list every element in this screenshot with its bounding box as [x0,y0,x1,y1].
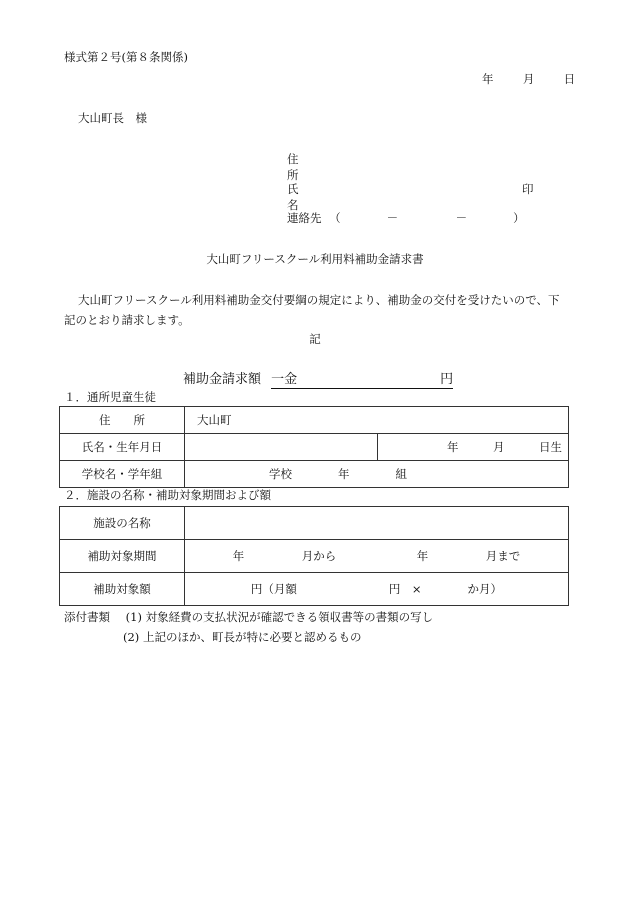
form-number: 様式第２号(第８条関係) [64,50,188,64]
date-month: 月 [522,72,535,86]
amount-line [183,368,453,389]
row-label: 住 所 [60,407,185,434]
row-label: 学校名・学年組 [60,461,185,488]
contact-label: 連絡先 [287,211,322,225]
school-value: 学校 年 組 [185,461,569,488]
date-year: 年 [482,72,494,86]
facility-name-value [185,507,569,540]
table-row [60,407,569,434]
seal-mark: 印 [522,182,534,196]
date-line [482,71,575,87]
subsidy-amount-value: 円（月額 円 × か月） [185,573,569,606]
table-row [60,507,569,540]
addressee: 大山町長 様 [78,111,147,125]
attachments-label: 添付書類 [64,610,110,624]
document-title: 大山町フリースクール利用料補助金請求書 [206,252,424,266]
address-value: 大山町 [197,413,232,427]
name-label: 氏 名 [287,182,310,212]
body-text: 大山町フリースクール利用料補助金交付要綱の規定により、補助金の交付を受けたいので、下記のとおり請求します。 [64,293,560,327]
row-label: 補助対象額 [60,573,185,606]
table-row [60,434,569,461]
attachment-item: (1) 対象経費の支払状況が確認できる領収書等の書類の写し [125,610,434,624]
dob-value: 年 月 日生 [378,434,569,461]
facility-table [59,506,569,606]
section1-heading: １．通所児童生徒 [64,390,156,404]
address-label: 住 所 [287,152,310,182]
table-row [60,573,569,606]
ki-mark: 記 [309,332,321,346]
section2-heading: ２．施設の名称・補助対象期間および額 [64,488,271,502]
row-value [185,407,569,434]
date-day: 日 [563,72,576,86]
row-label: 施設の名称 [60,507,185,540]
student-table [59,406,569,488]
amount-value: 一金 円 [271,368,453,389]
attachments-line-1 [64,609,433,625]
applicant-contact [287,210,525,226]
row-label: 氏名・生年月日 [60,434,185,461]
period-value: 年 月から 年 月まで [185,540,569,573]
attachment-item: (2) 上記のほか、町長が特に必要と認めるもの [123,630,362,644]
name-value [185,434,378,461]
table-row [60,540,569,573]
amount-label: 補助金請求額 [183,372,262,387]
table-row [60,461,569,488]
contact-parens: （ － － ） [329,211,525,225]
row-label: 補助対象期間 [60,540,185,573]
